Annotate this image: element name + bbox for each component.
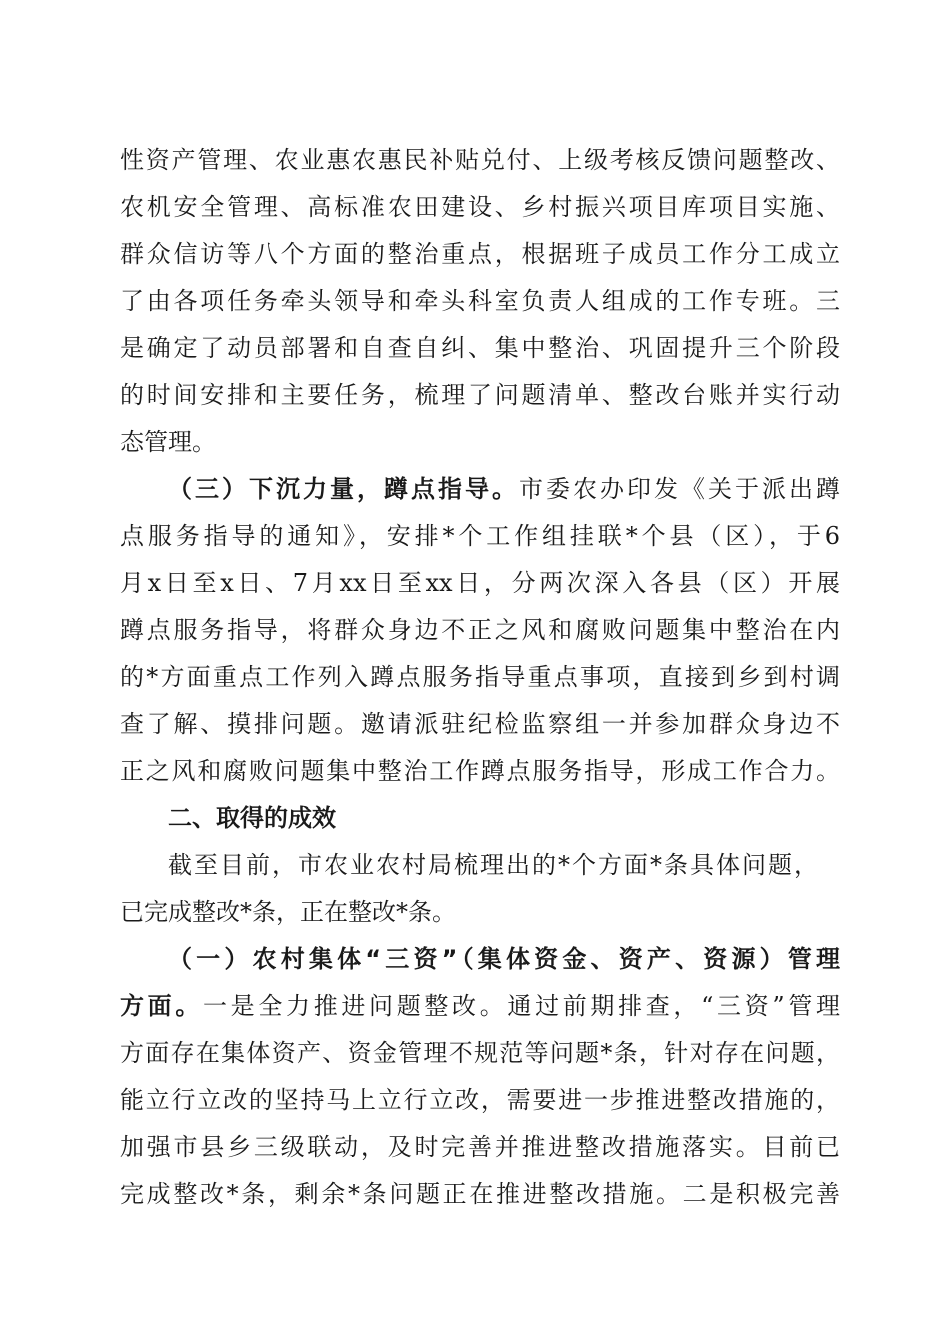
- subsection-1-heading: （一）农村集体“三资”（集体资金、资产、资源）管理: [168, 945, 840, 973]
- paragraph-line: 查了解、摸排问题。邀请派驻纪检监察组一并参加群众身边不: [120, 710, 840, 738]
- section-3-text: 市委农办印发《关于派出蹲: [519, 475, 840, 503]
- section-heading: 二、取得的成效: [168, 804, 336, 832]
- section-3-first-line: [168, 473, 840, 505]
- paragraph-line: 加强市县乡三级联动，及时完善并推进整改措施落实。目前已: [120, 1133, 840, 1161]
- subsection-1-text: 一是全力推进问题整改。通过前期排查，“三资”管理: [203, 992, 840, 1020]
- paragraph-line: 性资产管理、农业惠农惠民补贴兑付、上级考核反馈问题整改、: [120, 146, 840, 174]
- paragraph-line: 农机安全管理、高标准农田建设、乡村振兴项目库项目实施、: [120, 193, 840, 221]
- paragraph-line: 群众信访等八个方面的整治重点，根据班子成员工作分工成立: [120, 240, 840, 268]
- paragraph-line: 能立行立改的坚持马上立行立改，需要进一步推进整改措施的，: [120, 1086, 840, 1114]
- paragraph-line: 完成整改*条，剩余*条问题正在推进整改措施。二是积极完善: [120, 1180, 840, 1208]
- paragraph-line: 截至目前，市农业农村局梳理出的*个方面*条具体问题，: [168, 851, 818, 879]
- paragraph-line: 了由各项任务牵头领导和牵头科室负责人组成的工作专班。三: [120, 287, 840, 315]
- paragraph-line: 态管理。: [120, 428, 216, 456]
- paragraph-line: 月x日至x日、7月xx日至xx日，分两次深入各县（区）开展: [120, 569, 840, 597]
- paragraph-line: 方面存在集体资产、资金管理不规范等问题*条，针对存在问题，: [120, 1039, 840, 1067]
- section-3-heading: （三）下沉力量，蹲点指导。: [168, 475, 519, 503]
- subsection-1-line: [120, 990, 840, 1022]
- paragraph-line: 已完成整改*条，正在整改*条。: [120, 898, 456, 926]
- paragraph-line: 点服务指导的通知》，安排*个工作组挂联*个县（区），于6: [120, 522, 840, 550]
- paragraph-line: 正之风和腐败问题集中整治工作蹲点服务指导，形成工作合力。: [120, 757, 840, 785]
- subsection-1-heading-end: 方面。: [120, 992, 204, 1020]
- paragraph-line: 的*方面重点工作列入蹲点服务指导重点事项，直接到乡到村调: [120, 663, 840, 691]
- paragraph-line: 蹲点服务指导，将群众身边不正之风和腐败问题集中整治在内: [120, 616, 840, 644]
- paragraph-line: 是确定了动员部署和自查自纠、集中整治、巩固提升三个阶段: [120, 334, 840, 362]
- paragraph-line: 的时间安排和主要任务，梳理了问题清单、整改台账并实行动: [120, 381, 840, 409]
